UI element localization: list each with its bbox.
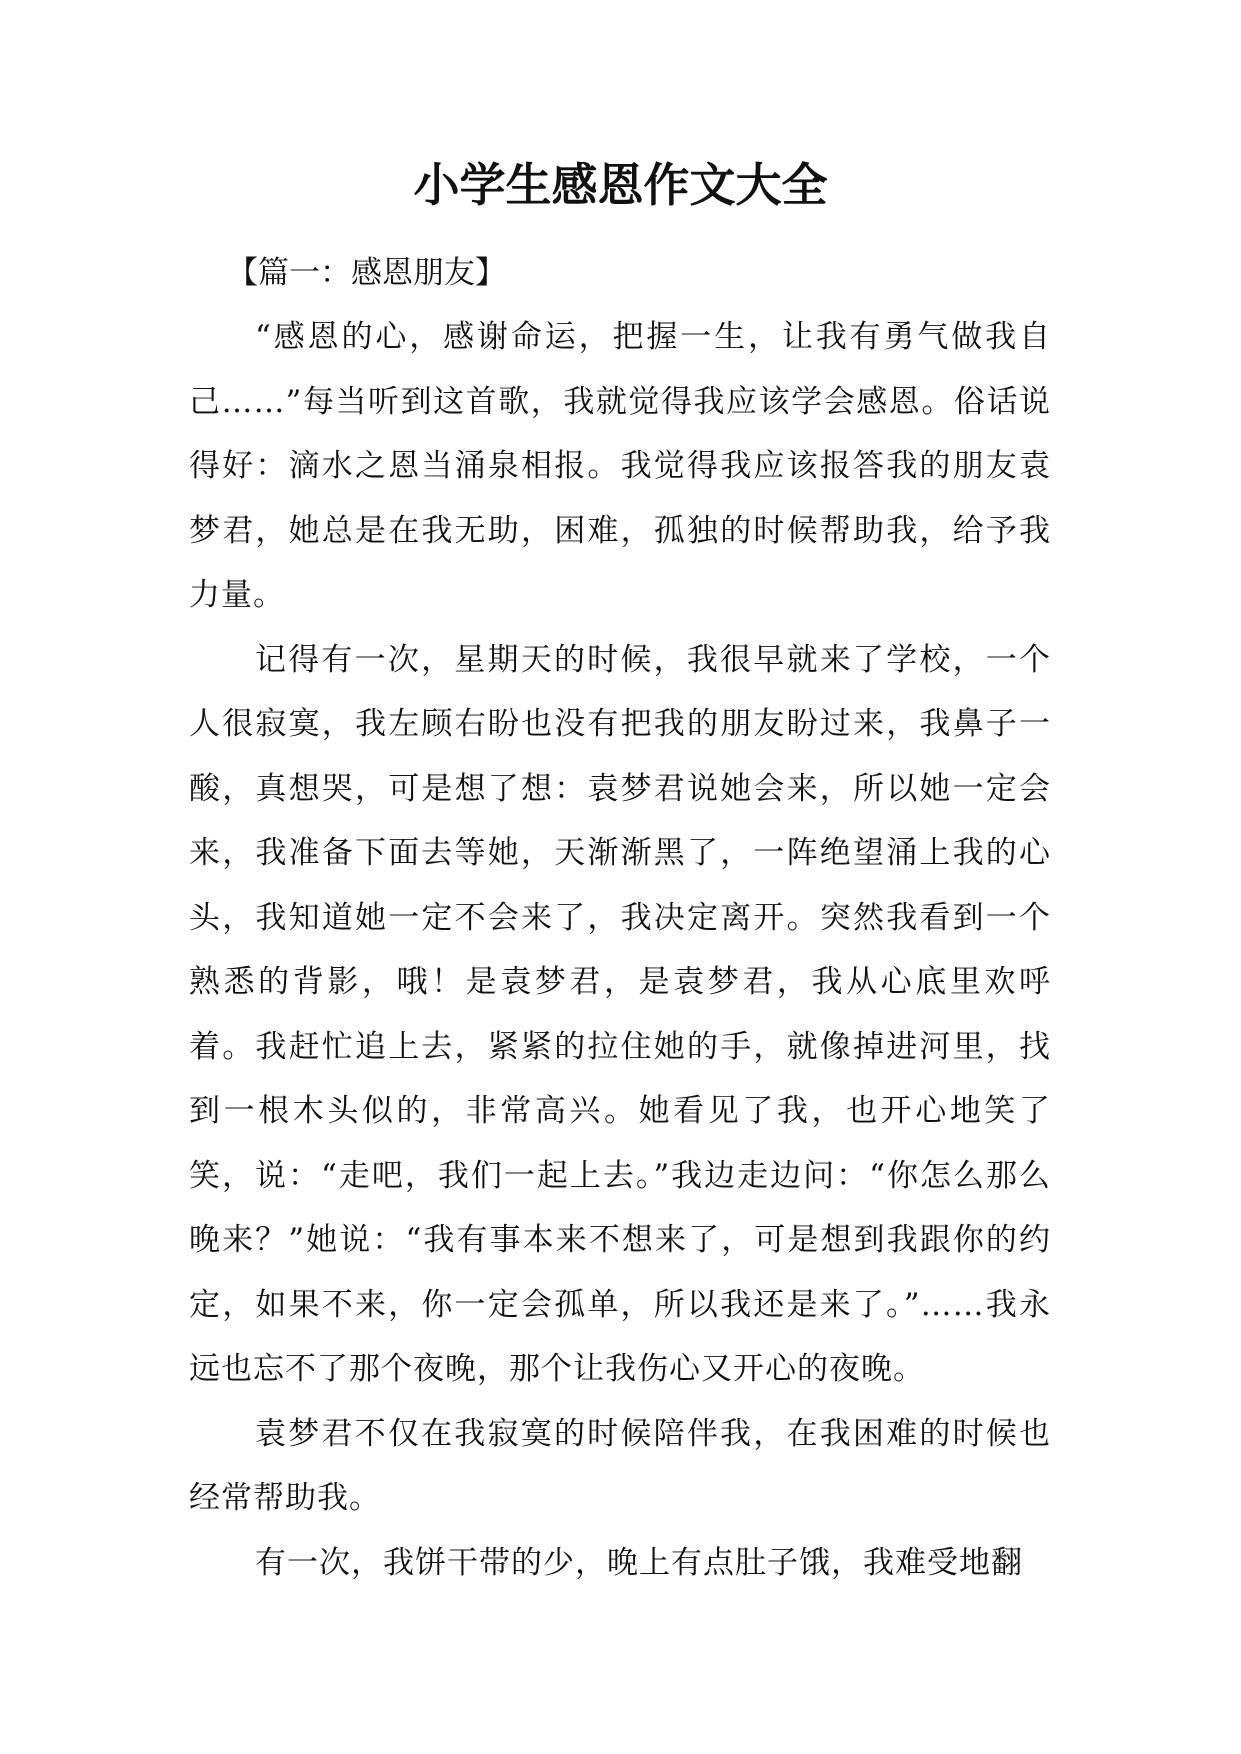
- paragraph: 有一次，我饼干带的少，晚上有点肚子饿，我难受地翻: [255, 1544, 1023, 1581]
- section-heading: 【篇一：感恩朋友】: [227, 255, 506, 291]
- document-body: [189, 241, 1051, 1595]
- document-title: 小学生感恩作文大全: [413, 158, 828, 212]
- paragraph: “感恩的心，感谢命运，把握一生，让我有勇气做我自己……”每当听到这首歌，我就觉得我应该学会感恩。俗话说得好：滴水之恩当涌泉相报。我觉得我应该报答我的朋友袁梦君，她总是在我无助，困难，孤独的时候帮助我，给予我力量。: [189, 319, 1051, 613]
- paragraph: 袁梦君不仅在我寂寞的时候陪伴我，在我困难的时候也经常帮助我。: [189, 1415, 1051, 1516]
- paragraph: 记得有一次，星期天的时候，我很早就来了学校，一个人很寂寞，我左顾右盼也没有把我的朋友盼过来，我鼻子一酸，真想哭，可是想了想：袁梦君说她会来，所以她一定会来，我准备下面去等她，天渐渐黑了，一阵绝望涌上我的心头，我知道她一定不会来了，我决定离开。突然我看到一个熟悉的背影，哦！是袁梦君，是袁梦君，我从心底里欢呼着。我赶忙追上去，紧紧的拉住她的手，就像掉进河里，找到一根木头似的，非常高兴。她看见了我，也开心地笑了笑，说：“走吧，我们一起上去。”我边走边问：“你怎么那么晚来？”她说：“我有事本来不想来了，可是想到我跟你的约定，如果不来，你一定会孤单，所以我还是来了。”……我永远也忘不了那个夜晚，那个让我伤心又开心的夜晚。: [189, 641, 1051, 1387]
